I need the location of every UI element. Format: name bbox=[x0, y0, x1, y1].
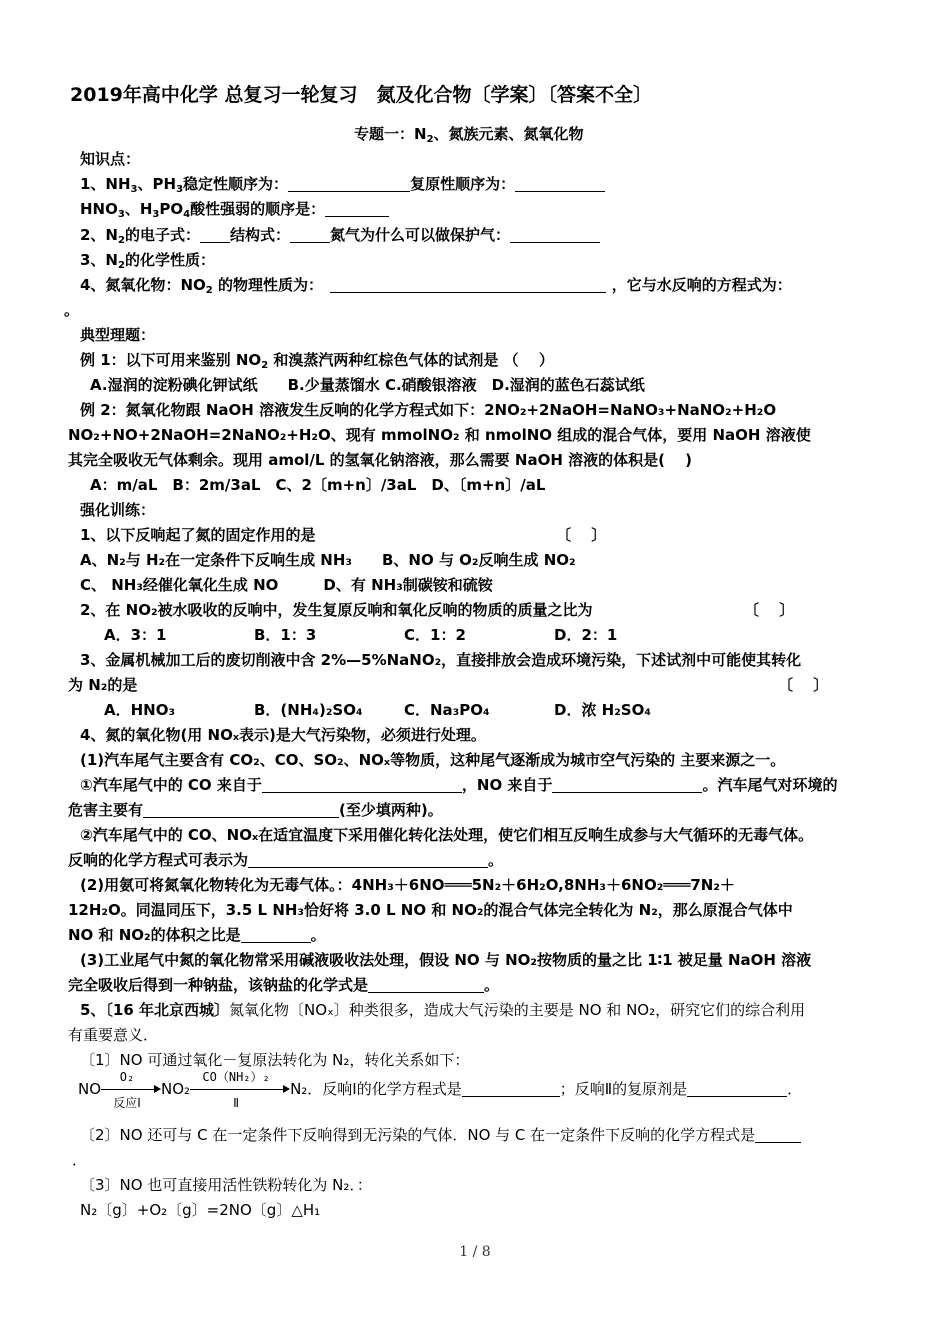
reaction-arrow-1 bbox=[101, 1070, 161, 1110]
answer-blank[interactable] bbox=[462, 1080, 560, 1097]
t4-p3-text-c: 。 bbox=[484, 976, 500, 994]
training-4-part-1-q2: ②汽车尾气中的 CO、NOₓ在适宜温度下采用催化转化法处理，使它们相互反响生成参与大气循环的无毒气体。 bbox=[80, 826, 814, 844]
answer-blank[interactable] bbox=[200, 226, 230, 243]
answer-blank[interactable] bbox=[288, 175, 410, 192]
k2-text-b: 的电子式： bbox=[124, 226, 200, 244]
arrow-2-reagent: CO（NH₂）₂ bbox=[202, 1069, 270, 1084]
scheme-no: NO bbox=[78, 1080, 102, 1098]
t4-c1-text-c: 。汽车尾气对环境的 bbox=[702, 776, 838, 794]
training-5-line-2: 有重要意义． bbox=[68, 1026, 159, 1044]
k1b-text-c: PO bbox=[159, 200, 184, 218]
k1b-text-b: 、H bbox=[124, 200, 153, 218]
k4-end-mark: 。 bbox=[64, 301, 80, 319]
training-3-option-b: B．(NH₄)₂SO₄ bbox=[254, 701, 363, 719]
answer-blank[interactable] bbox=[325, 200, 389, 217]
training-1-options-cd: C、 NH₃经催化氧化生成 NO D、有 NH₃制碳铵和硫铵 bbox=[80, 576, 493, 594]
scheme-text-a: N₂．反响Ⅰ的化学方程式是 bbox=[290, 1080, 462, 1098]
training-1-question: 1、以下反响起了氮的固定作用的是 bbox=[80, 526, 316, 544]
knowledge-item-2: 2、$N_2$的电子式： 结构式： 氮气为什么可以做保护气： bbox=[80, 224, 600, 246]
t4-p3-text-b: 完全吸收后得到一种钠盐，该钠盐的化学式是 bbox=[68, 976, 369, 994]
training-5-sub-3: 〔3〕NO 也可直接用活性铁粉转化为 N₂．： bbox=[80, 1176, 372, 1194]
training-4-part-1-q1-cont bbox=[68, 799, 443, 821]
example-1-question: 例 1：以下可用来鉴别 $NO_2$ 和溴蒸汽两种红棕色气体的试剂是 （ ） bbox=[80, 351, 554, 371]
k1b-text-a: HNO bbox=[80, 200, 118, 218]
t4-p2-text-c: NO 和 NO₂的体积之比是 bbox=[68, 926, 241, 944]
arrow-1-label: 反应Ⅰ bbox=[113, 1095, 141, 1110]
answer-blank[interactable] bbox=[515, 175, 605, 192]
training-1-bracket: 〔 〕 bbox=[556, 526, 607, 544]
answer-blank[interactable] bbox=[241, 926, 311, 943]
k1-text-a: 1、NH bbox=[80, 175, 131, 193]
t4-c1-text-d: 危害主要有 bbox=[68, 801, 144, 819]
training-3-option-a: A．HNO₃ bbox=[104, 701, 176, 719]
arrow-shaft bbox=[190, 1089, 284, 1090]
training-4-part-1-q2-cont bbox=[68, 849, 503, 871]
k2-text-c: 结构式： bbox=[229, 226, 290, 244]
scheme-text-c: ． bbox=[787, 1080, 803, 1098]
thermochemical-equation: N₂〔g〕+O₂〔g〕=2NO〔g〕△H₁ bbox=[80, 1201, 321, 1219]
training-3-option-d: D．浓 H₂SO₄ bbox=[554, 701, 651, 719]
knowledge-item-4: 4、氮氧化物：$NO_2$ 的物理性质为： ，它与水反响的方程式为： bbox=[80, 276, 792, 296]
answer-blank[interactable] bbox=[248, 851, 488, 868]
training-4-part-2-line-1: (2)用氨可将氮氧化物转化为无毒气体。：4NH₃＋6NO═══5N₂＋6H₂O,8NH₃＋6NO₂═══7N₂＋ bbox=[80, 876, 735, 894]
section-subtitle: 专题一：$N_2$、氮族元素、氮氧化物 bbox=[354, 125, 584, 145]
training-4-part-1-q1 bbox=[80, 774, 837, 796]
k4-text-c: ，它与水反响的方程式为： bbox=[611, 276, 792, 294]
answer-blank[interactable] bbox=[290, 226, 330, 243]
training-1-options-ab: A、N₂与 H₂在一定条件下反响生成 NH₃ B、NO 与 O₂反响生成 NO₂ bbox=[80, 551, 576, 569]
subtitle-text-a: 专题一：N bbox=[354, 125, 427, 143]
t4-c1-text-e: (至少填两种)。 bbox=[339, 801, 443, 819]
reaction-scheme bbox=[78, 1069, 802, 1110]
training-2-option-c: C．1：2 bbox=[404, 626, 466, 644]
training-5-number: 5、〔16 年北京西城〕 bbox=[80, 1001, 230, 1019]
answer-blank[interactable] bbox=[368, 976, 484, 993]
k1-text-c: 稳定性顺序为： bbox=[183, 175, 289, 193]
training-4-intro: 4、氮的氧化物(用 NOₓ表示)是大气污染物，必须进行处理。 bbox=[80, 726, 486, 744]
training-3-line-2: 为 N₂的是 bbox=[68, 676, 138, 694]
knowledge-item-3: 3、$N_2$的化学性质： bbox=[80, 251, 215, 271]
training-5-sub-2 bbox=[80, 1124, 801, 1146]
typical-heading: 典型理题： bbox=[80, 326, 156, 344]
training-2-question: 2、在 NO₂被水吸收的反响中，发生复原反响和氧化反响的物质的质量之比为 bbox=[80, 601, 593, 619]
example-2-options: A：m/aL B：2m/3aL C、2〔m+n〕/3aL D、〔m+n〕/aL bbox=[90, 476, 546, 494]
k1-text-d: 复原性顺序为： bbox=[410, 175, 516, 193]
training-4-part-2-line-3 bbox=[68, 924, 326, 946]
reaction-arrow-2 bbox=[190, 1070, 290, 1110]
answer-blank[interactable] bbox=[143, 801, 339, 818]
training-5-text: 氮氧化物〔NOₓ〕种类很多，造成大气污染的主要是 NO 和 NO₂，研究它们的综合利用 bbox=[229, 1001, 806, 1019]
example-2-line-1: 例 2：氮氧化物跟 NaOH 溶液发生反响的化学方程式如下：2NO₂+2NaOH=NaNO₃+NaNO₂+H₂O bbox=[80, 401, 777, 419]
training-3-option-c: C．Na₃PO₄ bbox=[404, 701, 490, 719]
training-2-option-d: D．2：1 bbox=[554, 626, 618, 644]
training-4-part-2-line-2: 12H₂O。同温同压下，3.5 L NH₃恰好将 3.0 L NO 和 NO₂的混合气体完全转化为 N₂，那么原混合气体中 bbox=[68, 901, 793, 919]
training-2-option-a: A．3：1 bbox=[104, 626, 167, 644]
k2-text-d: 氮气为什么可以做保护气： bbox=[330, 226, 511, 244]
answer-blank[interactable] bbox=[330, 276, 606, 293]
answer-blank[interactable] bbox=[552, 776, 702, 793]
arrow-2-label: Ⅱ bbox=[233, 1095, 240, 1110]
k3-text-b: 的化学性质： bbox=[124, 251, 215, 269]
answer-blank[interactable] bbox=[687, 1080, 787, 1097]
subtitle-text-b: 、氮族元素、氮氧化物 bbox=[433, 125, 584, 143]
ex1-text-a: 例 1：以下可用来鉴别 NO bbox=[80, 351, 262, 369]
training-5-sub-2-end: ． bbox=[72, 1151, 88, 1169]
k4-text-a: 4、氮氧化物：NO bbox=[80, 276, 206, 294]
document-title: 2019年高中化学 总复习一轮复习 氮及化合物〔学案〕〔答案不全〕 bbox=[70, 84, 652, 106]
example-1-options: A.湿润的淀粉碘化钾试纸 B.少量蒸馏水 C.硝酸银溶液 D.湿润的蓝色石蕊试纸 bbox=[90, 376, 645, 394]
training-5-line-1 bbox=[80, 999, 805, 1021]
t4-p2-text-d: 。 bbox=[310, 926, 326, 944]
training-3-line-1: 3、金属机械加工后的废切削液中含 2%—5%NaNO₂，直接排放会造成环境污染，下述试剂中可能使其转化 bbox=[80, 651, 802, 669]
t4-c1-text-b: ，NO 来自于 bbox=[461, 776, 553, 794]
example-2-line-3: 其完全吸收无气体剩余。现用 amol/L 的氢氧化钠溶液，那么需要 NaOH 溶液的体积是( ) bbox=[68, 451, 693, 469]
t4-c2-text-c: 。 bbox=[488, 851, 504, 869]
scheme-text-b: ；反响Ⅱ的复原剂是 bbox=[559, 1080, 688, 1098]
training-4-part-3-line-2 bbox=[68, 974, 499, 996]
knowledge-heading: 知识点： bbox=[80, 150, 141, 168]
page-number: 1 / 8 bbox=[459, 1244, 491, 1260]
answer-blank[interactable] bbox=[510, 226, 600, 243]
answer-blank[interactable] bbox=[262, 776, 462, 793]
t4-c2-text-b: 反响的化学方程式可表示为 bbox=[68, 851, 249, 869]
training-4-part-3-line-1: (3)工业尾气中氮的氧化物常采用碱液吸收法处理，假设 NO 与 NO₂按物质的量之比 1∶1 被足量 NaOH 溶液 bbox=[80, 951, 812, 969]
arrow-1-reagent: O₂ bbox=[119, 1069, 135, 1084]
training-2-bracket: 〔 〕 bbox=[744, 601, 795, 619]
training-4-part-1: (1)汽车尾气主要含有 CO₂、CO、SO₂、NOₓ等物质，这种尾气逐渐成为城市空气污染的 主要来源之一。 bbox=[80, 751, 786, 769]
arrow-head-icon bbox=[154, 1085, 161, 1093]
training-5-sub-1: 〔1〕NO 可通过氧化－复原法转化为 N₂，转化关系如下： bbox=[80, 1051, 470, 1069]
k2-text-a: 2、N bbox=[80, 226, 118, 244]
t4-c1-text-a: ①汽车尾气中的 CO 来自于 bbox=[80, 776, 262, 794]
t5-s2-text-a: 〔2〕NO 还可与 C 在一定条件下反响得到无污染的气体．NO 与 C 在一定条件下反响的化学方程式是 bbox=[80, 1126, 756, 1144]
knowledge-item-1: 1、$NH_3$、$PH_3$稳定性顺序为： 复原性顺序为： bbox=[80, 173, 605, 195]
knowledge-item-1b: $HNO_3$、$H_3PO_4$酸性强弱的顺序是： bbox=[80, 198, 389, 220]
answer-blank[interactable] bbox=[755, 1126, 801, 1143]
arrow-head-icon bbox=[283, 1085, 290, 1093]
k1-text-b: 、PH bbox=[137, 175, 177, 193]
arrow-shaft bbox=[101, 1089, 155, 1090]
example-2-line-2: NO₂+NO+2NaOH=2NaNO₂+H₂O、现有 mmolNO₂ 和 nmolNO 组成的混合气体，要用 NaOH 溶液使 bbox=[68, 426, 811, 444]
training-heading: 强化训练： bbox=[80, 501, 156, 519]
training-3-bracket: 〔 〕 bbox=[778, 676, 829, 694]
training-2-option-b: B．1：3 bbox=[254, 626, 317, 644]
ex1-text-b: 和溴蒸汽两种红棕色气体的试剂是 （ ） bbox=[268, 351, 554, 369]
scheme-no2: NO₂ bbox=[161, 1080, 191, 1098]
k4-text-b: 的物理性质为： bbox=[217, 276, 316, 294]
k3-text-a: 3、N bbox=[80, 251, 118, 269]
k1b-text-d: 酸性强弱的顺序是： bbox=[190, 200, 326, 218]
